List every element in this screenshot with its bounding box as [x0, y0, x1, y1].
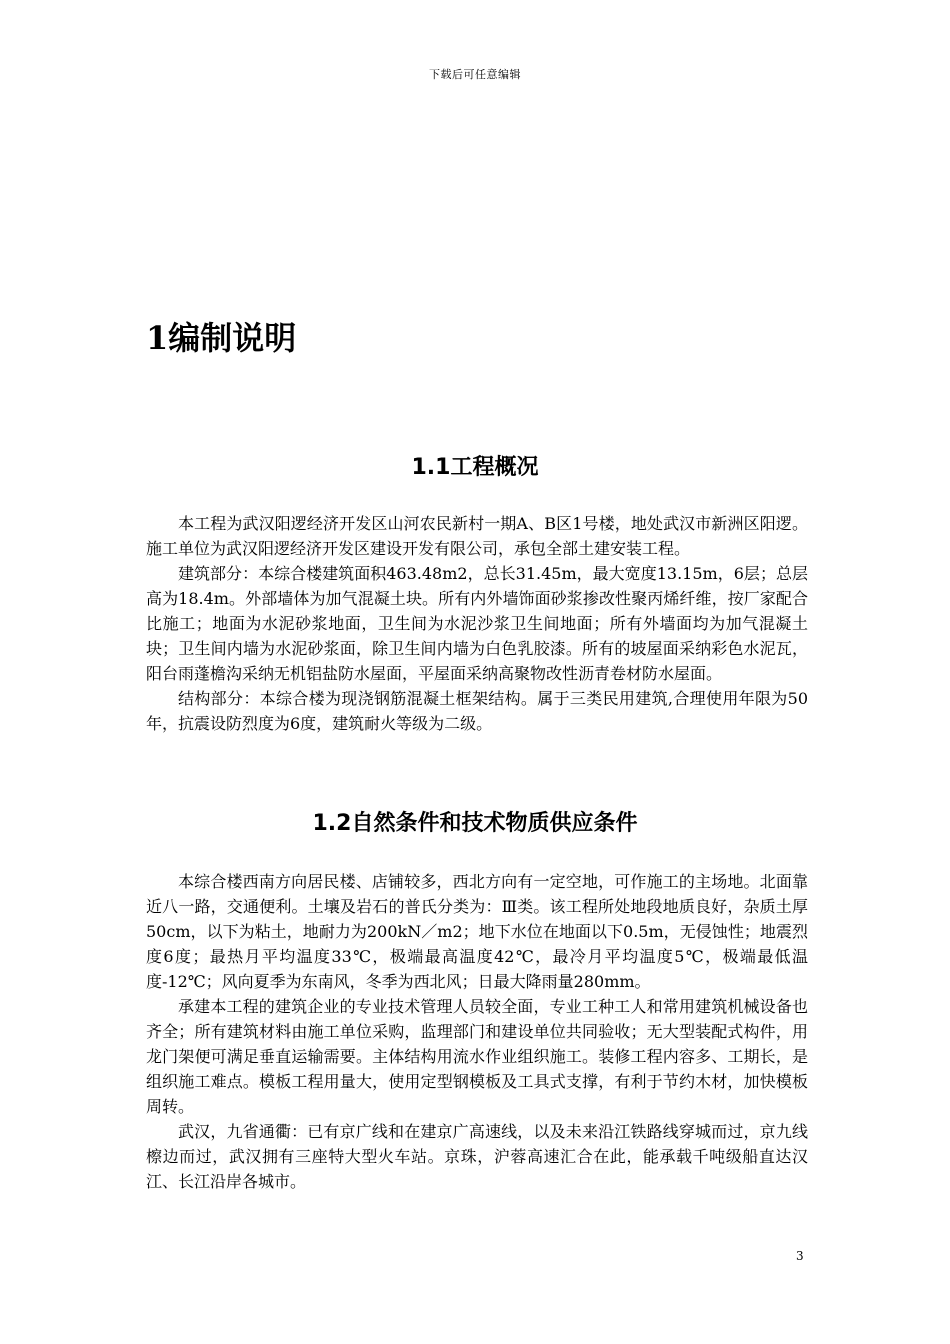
paragraph: 本综合楼西南方向居民楼、店铺较多，西北方向有一定空地，可作施工的主场地。北面靠近八一路，交通便利。土壤及岩石的普氏分类为：Ⅲ类。该工程所处地段地质良好，杂质土厚50cm，以下为粘土，地耐力为200kN／m2；地下水位在地面以下0.5m，无侵蚀性；地震烈度6度；最热月平均温度33℃，极端最高温度42℃，最冷月平均温度5℃，极端最低温度-12℃；风向夏季为东南风，冬季为西北风；日最大降雨量280mm。 — [146, 872, 808, 991]
paragraph: 承建本工程的建筑企业的专业技术管理人员较全面，专业工种工人和常用建筑机械设备也齐全；所有建筑材料由施工单位采购，监理部门和建设单位共同验收；无大型装配式构件，用龙门架便可满足垂直运输需要。主体结构用流水作业组织施工。装修工程内容多、工期长，是组织施工难点。模板工程用量大，使用定型钢模板及工具式支撑，有利于节约木材，加快模板周转。 — [146, 997, 808, 1116]
paragraph: 结构部分：本综合楼为现浇钢筋混凝土框架结构。属于三类民用建筑,合理使用年限为50年，抗震设防烈度为6度，建筑耐火等级为二级。 — [146, 689, 808, 733]
natural-conditions-body — [146, 869, 808, 1194]
paragraph: 建筑部分：本综合楼建筑面积463.48m2，总长31.45m，最大宽度13.15m，6层；总层高为18.4m。外部墙体为加气混凝土块。所有内外墙饰面砂浆掺改性聚丙烯纤维，按厂家配合比施工；地面为水泥砂浆地面，卫生间为水泥沙浆卫生间地面；所有外墙面均为加气混凝土块；卫生间内墙为水泥砂浆面，除卫生间内墙为白色乳胶漆。所有的坡屋面采纳彩色水泥瓦，阳台雨蓬檐沟采纳无机铝盐防水屋面，平屋面采纳高聚物改性沥青卷材防水屋面。 — [146, 564, 808, 683]
page-number: 3 — [796, 1249, 804, 1263]
paragraph: 本工程为武汉阳逻经济开发区山河农民新村一期A、B区1号楼，地处武汉市新洲区阳逻。施工单位为武汉阳逻经济开发区建设开发有限公司，承包全部土建安装工程。 — [146, 514, 808, 558]
paragraph: 武汉，九省通衢：已有京广线和在建京广高速线，以及未来沿江铁路线穿城而过，京九线檫边而过，武汉拥有三座特大型火车站。京珠，沪蓉高速汇合在此，能承载千吨级船直达汉江、长江沿岸各城市。 — [146, 1122, 808, 1191]
project-overview-body — [146, 511, 808, 736]
section-title: 1编制说明 — [146, 319, 297, 357]
page-header-note: 下载后可任意编辑 — [429, 68, 521, 81]
subsection-title-natural-conditions: 1.2自然条件和技术物质供应条件 — [312, 811, 638, 836]
subsection-title-project-overview: 1.1工程概况 — [411, 455, 539, 480]
